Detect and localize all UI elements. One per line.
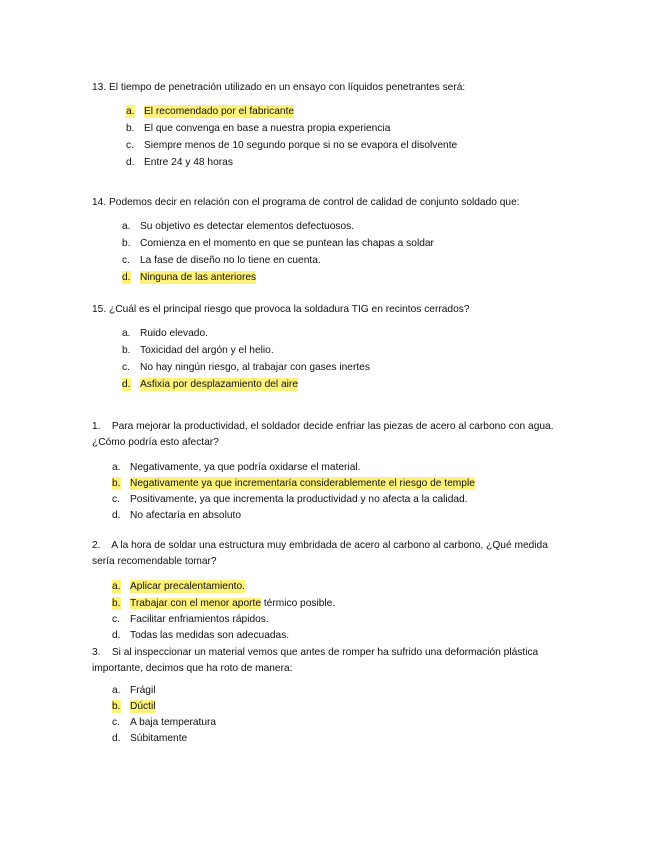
question-13-text: 13. El tiempo de penetración utilizado en un ensayo con líquidos penetrantes será: (92, 82, 466, 93)
question-1-text: 1. Para mejorar la productividad, el soldador decide enfriar las piezas de acero al carbono con agua. ¿Cómo podría esto afectar? (92, 421, 557, 448)
question-2-text: 2. A la hora de soldar una estructura muy embridada de acero al carbono al carbono, ¿Qué medida sería recomendable tomar? (92, 540, 551, 567)
question-14-text: 14. Podemos decir en relación con el programa de control de calidad de conjunto soldado que: (92, 197, 520, 208)
question-15-text: 15. ¿Cuál es el principal riesgo que provoca la soldadura TIG en recintos cerrados? (92, 304, 470, 315)
question-3-text: 3. Si al inspeccionar un material vemos que antes de romper ha sufrido una deformación plástica importante, decimos que ha roto de manera: (92, 647, 542, 674)
